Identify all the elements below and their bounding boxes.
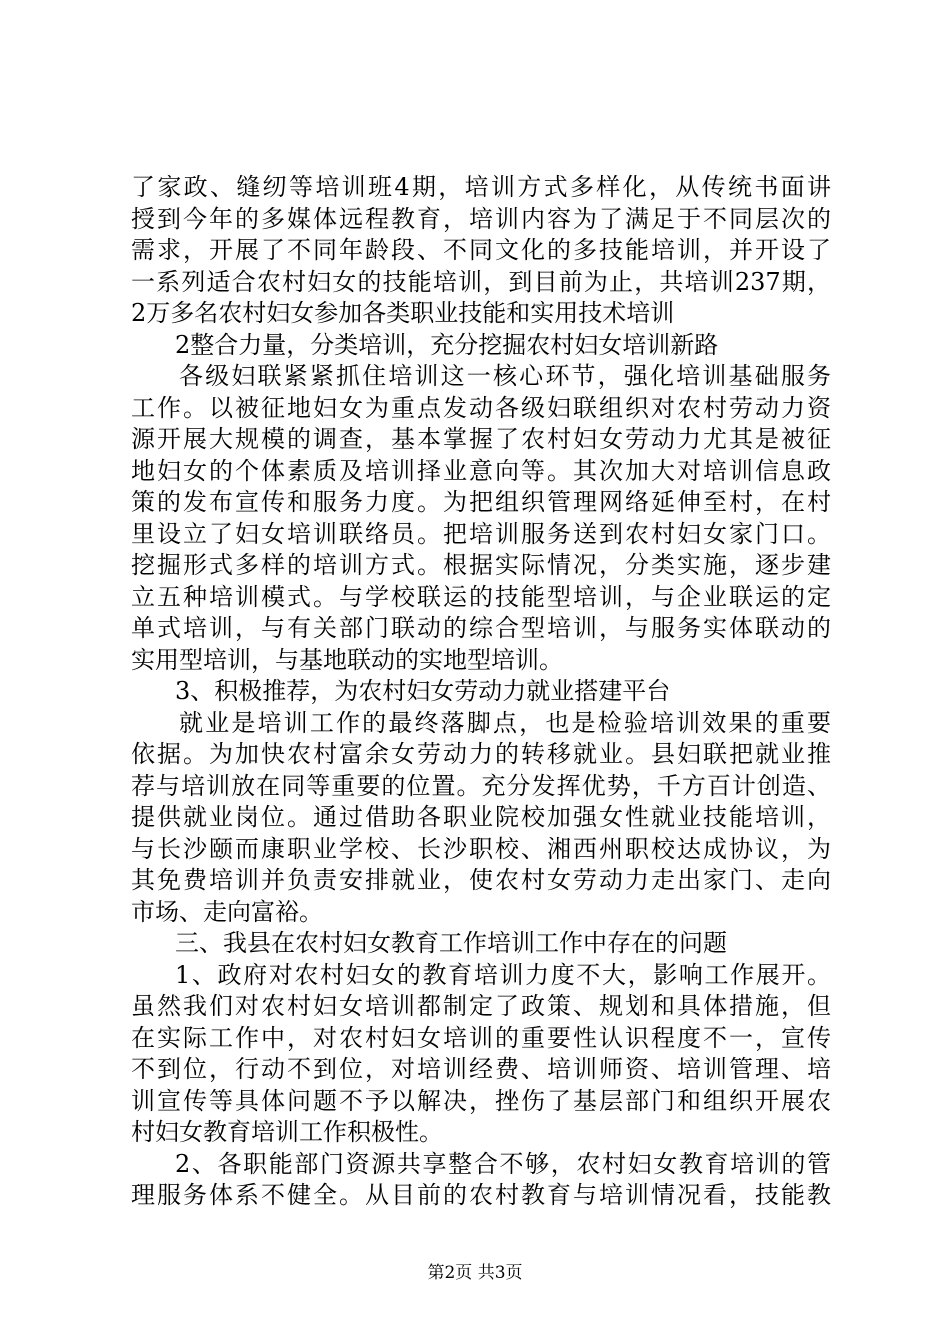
text-line: 与长沙颐而康职业学校、长沙职校、湘西州职校达成协议，为 <box>131 834 831 863</box>
text-line: 就业是培训工作的最终落脚点，也是检验培训效果的重要 <box>179 708 831 737</box>
text-line: 理服务体系不健全。从目前的农村教育与培训情况看，技能教 <box>131 1181 831 1209</box>
text-line: 2、各职能部门资源共享整合不够，农村妇女教育培训的管 <box>175 1149 831 1178</box>
text-line: 市场、走向富裕。 <box>131 897 323 926</box>
text-line: 村妇女教育培训工作积极性。 <box>131 1118 443 1146</box>
text-line: 2整合力量，分类培训，充分挖掘农村妇女培训新路 <box>175 330 719 359</box>
text-line: 各级妇联紧紧抓住培训这一核心环节，强化培训基础服务 <box>179 362 831 390</box>
text-line: 地妇女的个体素质及培训择业意向等。其次加大对培训信息政 <box>131 456 831 485</box>
text-line: 需求，开展了不同年龄段、不同文化的多技能培训，并开设了 <box>131 236 831 264</box>
text-line: 实用型培训，与基地联动的实地型培训。 <box>131 645 563 674</box>
text-line: 立五种培训模式。与学校联运的技能型培训，与企业联运的定 <box>131 582 831 611</box>
text-line: 训宣传等具体问题不予以解决，挫伤了基层部门和组织开展农 <box>131 1086 831 1115</box>
body-text <box>131 172 831 1212</box>
text-line: 单式培训，与有关部门联动的综合型培训，与服务实体联动的 <box>131 614 831 642</box>
text-line: 三、我县在农村妇女教育工作培训工作中存在的问题 <box>175 929 727 957</box>
text-line: 在实际工作中，对农村妇女培训的重要性认识程度不一，宣传 <box>131 1023 831 1052</box>
text-line: 2万多名农村妇女参加各类职业技能和实用技术培训 <box>131 299 675 327</box>
text-line: 3、积极推荐，为农村妇女劳动力就业搭建平台 <box>175 677 671 705</box>
text-line: 虽然我们对农村妇女培训都制定了政策、规划和具体措施，但 <box>131 992 831 1020</box>
text-line: 不到位，行动不到位，对培训经费、培训师资、培训管理、培 <box>131 1055 831 1083</box>
text-line: 里设立了妇女培训联络员。把培训服务送到农村妇女家门口。 <box>131 519 831 548</box>
text-line: 依据。为加快农村富余女劳动力的转移就业。县妇联把就业推 <box>131 740 831 768</box>
text-line: 工作。以被征地妇女为重点发动各级妇联组织对农村劳动力资 <box>131 393 831 422</box>
text-line: 了家政、缝纫等培训班4期，培训方式多样化，从传统书面讲 <box>131 173 831 201</box>
text-line: 提供就业岗位。通过借助各职业院校加强女性就业技能培训， <box>131 803 831 831</box>
text-line: 其免费培训并负责安排就业，使农村女劳动力走出家门、走向 <box>131 866 831 894</box>
text-line: 授到今年的多媒体远程教育，培训内容为了满足于不同层次的 <box>131 204 831 233</box>
text-line: 挖掘形式多样的培训方式。根据实际情况，分类实施，逐步建 <box>131 551 831 579</box>
text-line: 1、政府对农村妇女的教育培训力度不大，影响工作展开。 <box>175 960 831 989</box>
text-line: 荐与培训放在同等重要的位置。充分发挥优势，千方百计创造、 <box>131 771 831 800</box>
text-line: 一系列适合农村妇女的技能培训，到目前为止，共培训237期， <box>131 267 831 296</box>
text-line: 源开展大规模的调查，基本掌握了农村妇女劳动力尤其是被征 <box>131 425 831 453</box>
page-footer: 第2页 共3页 <box>427 1263 523 1283</box>
text-line: 策的发布宣传和服务力度。为把组织管理网络延伸至村，在村 <box>131 488 831 516</box>
